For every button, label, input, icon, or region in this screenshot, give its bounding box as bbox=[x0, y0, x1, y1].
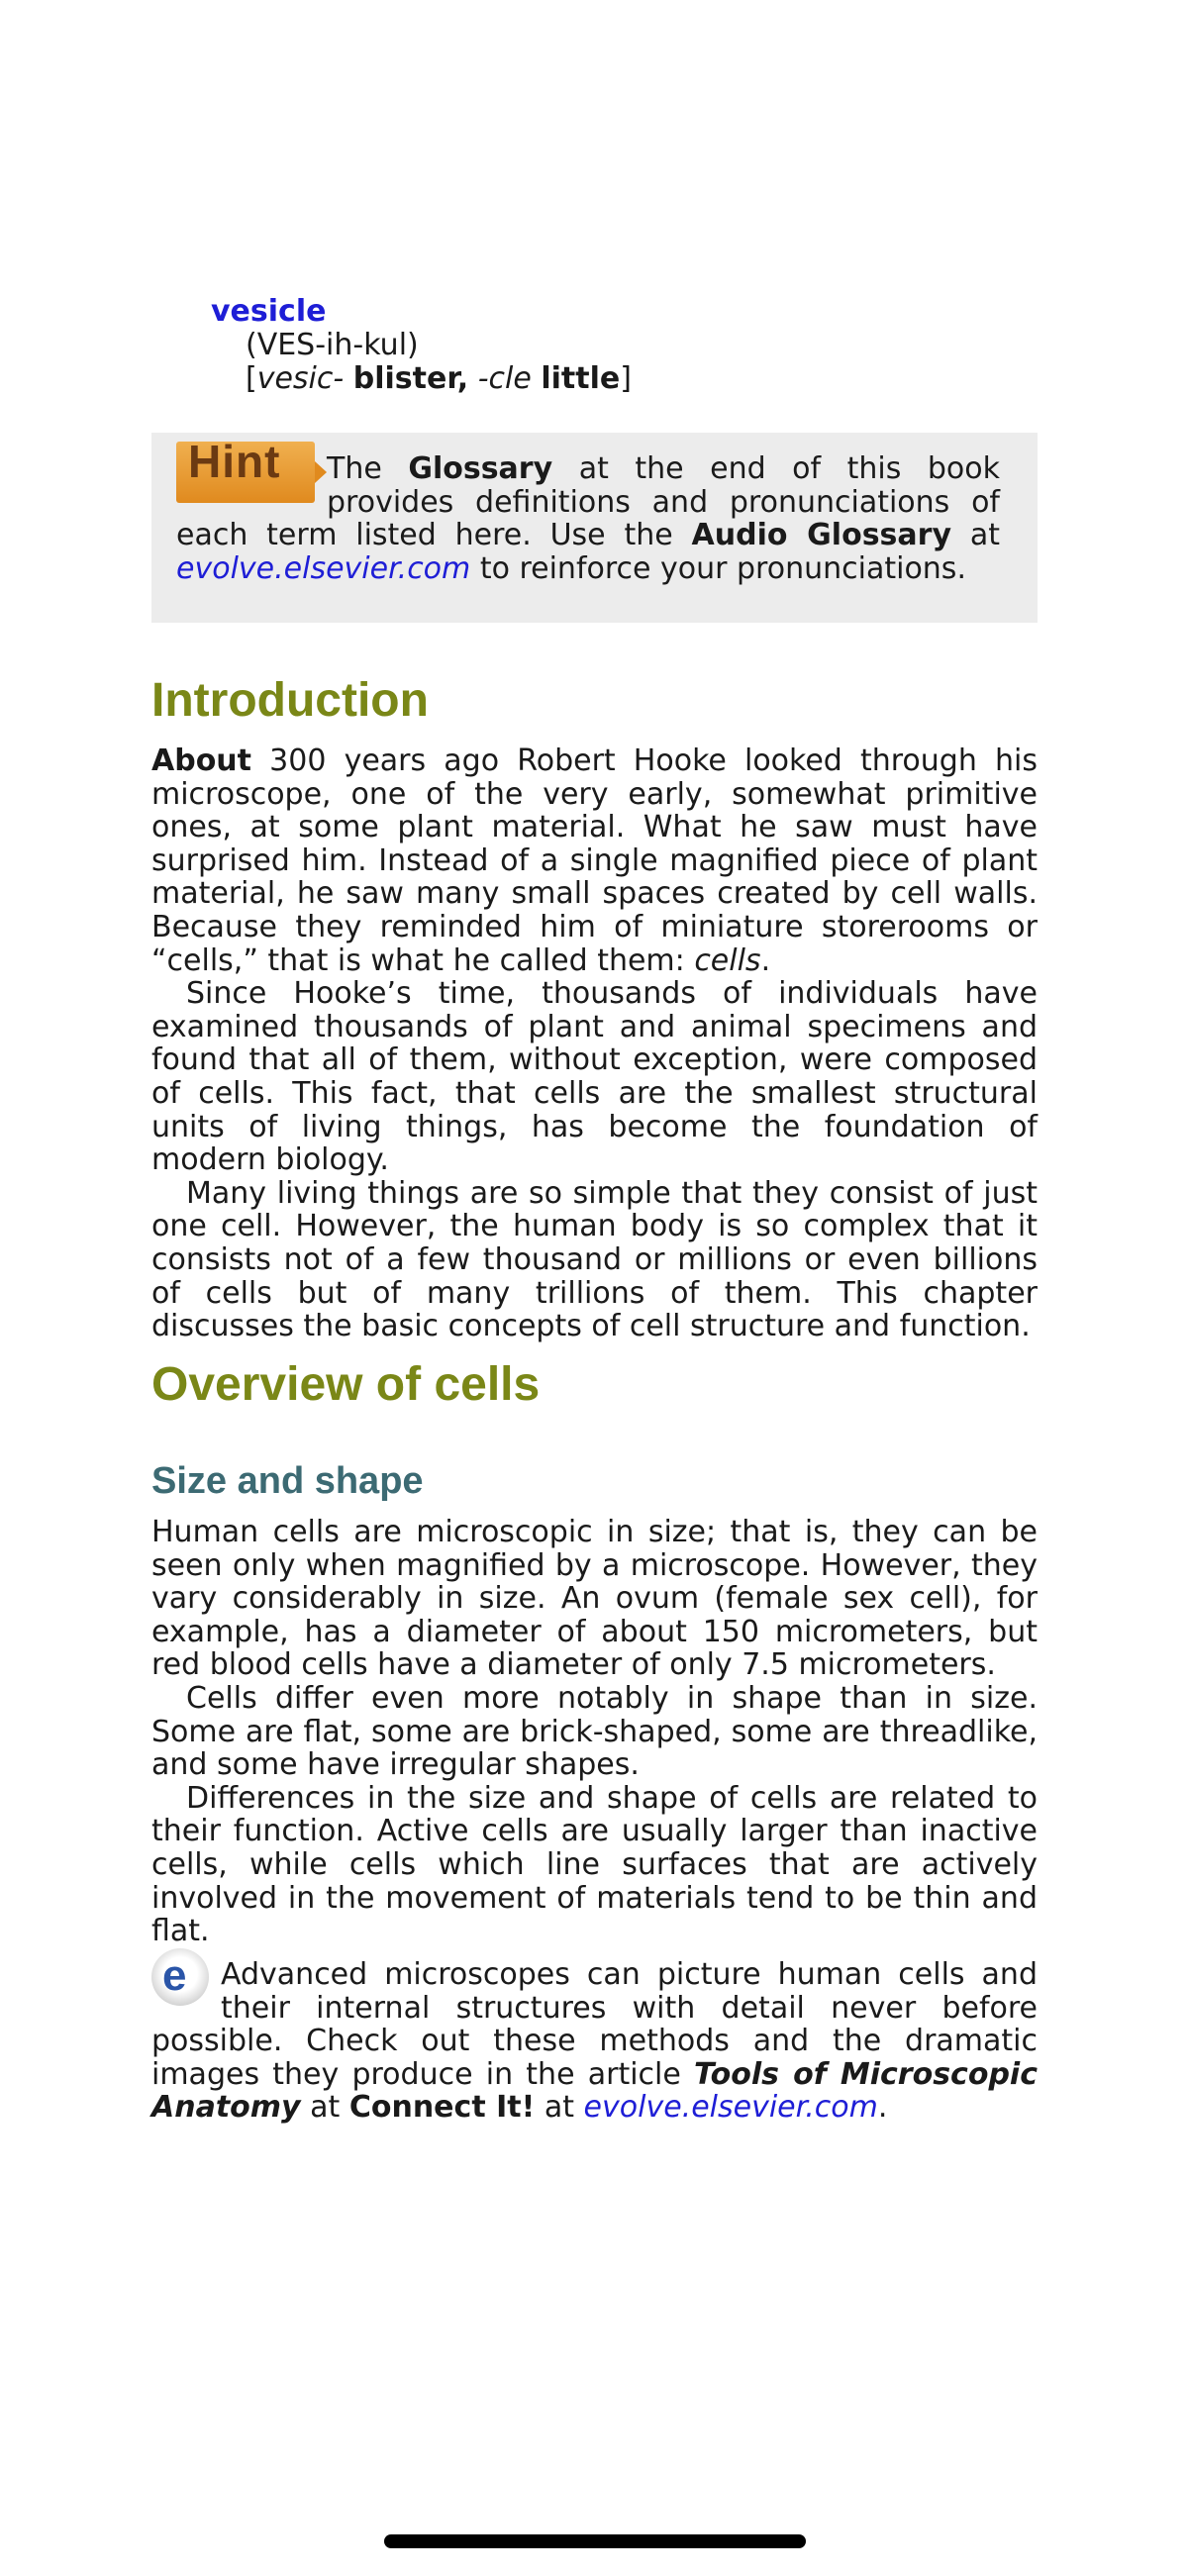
overview-paragraph-2: Cells differ even more notably in shape than in size. Some are flat, some are brick-shaped, some are threadlike, and some have irregular shapes. bbox=[151, 1680, 1038, 1783]
overview-body bbox=[151, 1516, 1038, 1948]
evolve-note bbox=[151, 1948, 1038, 2125]
overview-paragraph-1: Human cells are microscopic in size; that is, they can be seen only when magnified by a microscope. However, they vary considerably in size. An ovum (female sex cell), for example, has a diameter of about 150 micrometers, but red blood cells have a diameter of only 7.5 micrometers. bbox=[151, 1515, 1038, 1683]
home-indicator[interactable] bbox=[384, 2534, 806, 2548]
term-pronunciation: (VES-ih-kul) bbox=[246, 328, 419, 362]
hint-link[interactable]: evolve.elsevier.com bbox=[176, 550, 471, 586]
intro-paragraph-1: About 300 years ago Robert Hooke looked through his microscope, one of the very early, somewhat primitive ones, at some plant material. What he saw must have surprised him. Instead of a single magnified piece of plant material, he saw many small spaces created by cell walls. Because they reminded him of miniature storerooms or “cells,” that is what he called them: cells. bbox=[151, 743, 1038, 978]
intro-paragraph-3: Many living things are so simple that they consist of just one cell. However, the human body is so complex that it consists not of a few thousand or millions or even billions of cells but of many trillions of them. This chapter discusses the basic concepts of cell structure and function. bbox=[151, 1175, 1038, 1344]
hint-text: The Glossary at the end of this book provides definitions and pronunciations of each term listed here. Use the Audio Glossary at evolve.elsevier.com to reinforce your pronunciations. bbox=[176, 451, 1000, 586]
hint-content bbox=[176, 436, 1000, 586]
intro-paragraph-2: Since Hooke’s time, thousands of individuals have examined thousands of plant and animal specimens and found that all of them, without exception, were composed of cells. This fact, that cells are the smallest structural units of living things, has become the foundation of modern biology. bbox=[151, 976, 1038, 1178]
size-shape-subheading: Size and shape bbox=[151, 1460, 424, 1502]
overview-heading: Overview of cells bbox=[151, 1358, 541, 1411]
evolve-e-icon: e bbox=[151, 1948, 209, 2006]
introduction-heading: Introduction bbox=[151, 674, 429, 727]
evolve-link[interactable]: evolve.elsevier.com bbox=[583, 2090, 878, 2126]
overview-paragraph-3: Differences in the size and shape of cells are related to their function. Active cells are usually larger than inactive cells, while cells which line surfaces that are actively involved in the movement of materials tend to be thin and flat. bbox=[151, 1780, 1038, 1949]
glossary-term bbox=[211, 295, 632, 396]
term-etymology: [vesic- blister, -cle little] bbox=[246, 361, 632, 396]
evolve-note-text: Advanced microscopes can picture human cells and their internal structures with detail never before possible. Check out these methods and the dramatic images they produce in the article Tools of Microscopic Anatomy at Connect It! at evolve.elsevier.com. bbox=[151, 1957, 1038, 2126]
introduction-body bbox=[151, 744, 1038, 1343]
term-word[interactable]: vesicle bbox=[211, 294, 327, 329]
hint-icon: Hint bbox=[176, 442, 315, 503]
hint-box bbox=[151, 433, 1038, 623]
